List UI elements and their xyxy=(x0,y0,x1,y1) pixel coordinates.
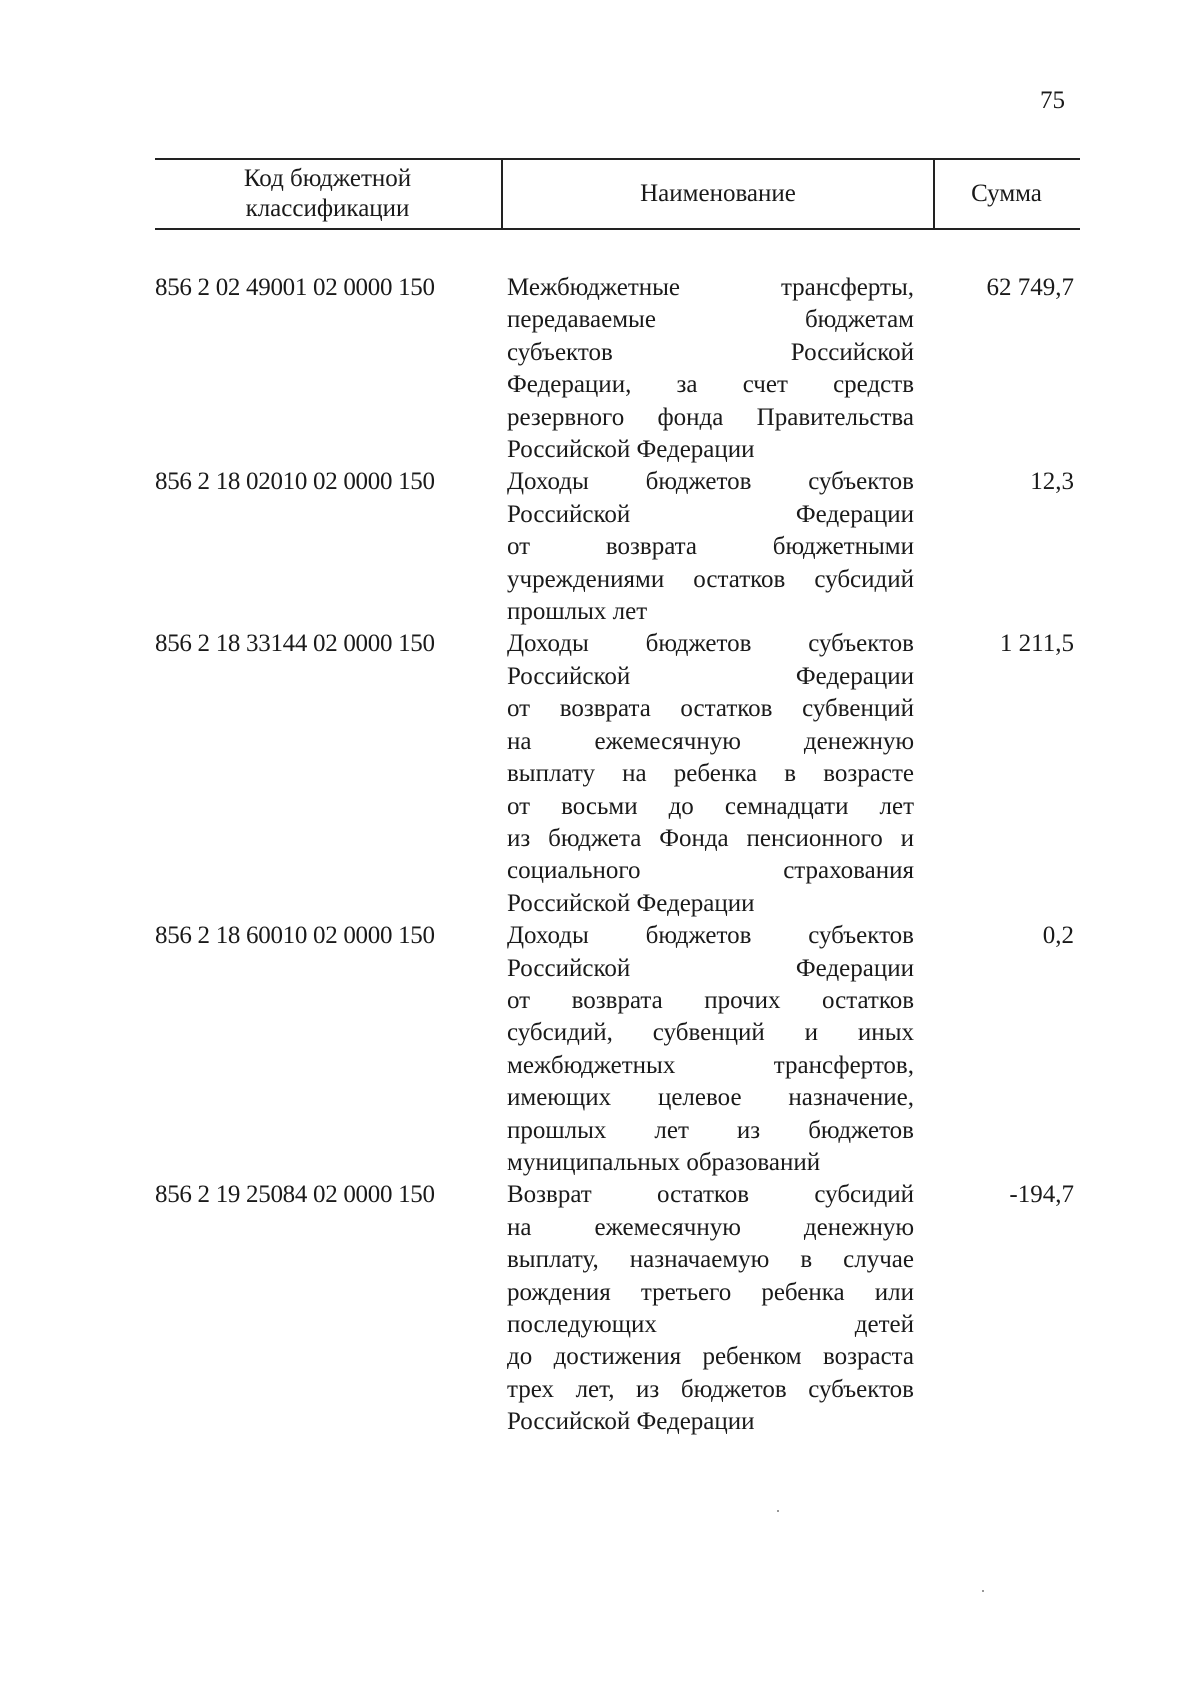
sum-cell: 1 211,5 xyxy=(999,630,1074,658)
header-sum-column xyxy=(933,160,1080,228)
name-line: Возврат остатков субсидий xyxy=(507,1181,914,1209)
name-line: имеющих целевое назначение, xyxy=(507,1084,914,1112)
name-line: Российской Федерации xyxy=(507,1408,755,1436)
budget-code-cell: 856 2 19 25084 02 0000 150 xyxy=(155,1181,435,1209)
table-body xyxy=(155,272,1085,1439)
name-line: учреждениями остатков субсидий xyxy=(507,565,914,593)
table-header xyxy=(155,158,1080,230)
name-line: Доходы бюджетов субъектов xyxy=(507,630,914,658)
name-line: последующих детей xyxy=(507,1311,914,1338)
name-line: прошлых лет из бюджетов xyxy=(507,1116,914,1144)
table-row xyxy=(155,466,1085,628)
scan-speck xyxy=(777,1510,779,1512)
name-line: на ежемесячную денежную xyxy=(507,1213,914,1241)
sum-cell: 62 749,7 xyxy=(986,274,1074,301)
name-line: Российской Федерации xyxy=(507,889,755,917)
name-cell xyxy=(507,272,914,466)
name-line: резервного фонда Правительства xyxy=(507,403,914,431)
table-row xyxy=(155,272,1085,466)
name-line: муниципальных образований xyxy=(507,1148,821,1176)
name-line: передаваемые бюджетам xyxy=(507,306,914,334)
sum-cell: 0,2 xyxy=(1042,922,1074,950)
name-line: трех лет, из бюджетов субъектов xyxy=(507,1375,914,1403)
name-line: от восьми до семнадцати лет xyxy=(507,792,914,820)
name-line: выплату на ребенка в возрасте xyxy=(507,760,914,788)
name-cell xyxy=(507,628,914,920)
name-line: Российской Федерации xyxy=(507,954,914,982)
name-line: выплату, назначаемую в случае xyxy=(507,1246,914,1274)
scan-speck xyxy=(982,1590,984,1592)
table-row xyxy=(155,628,1085,920)
name-line: рождения третьего ребенка или xyxy=(507,1278,914,1306)
name-line: субсидий, субвенций и иных xyxy=(507,1019,914,1047)
header-code-label: Код бюджетной классификации xyxy=(243,165,412,222)
name-line: Российской Федерации xyxy=(507,436,755,464)
name-cell xyxy=(507,466,914,628)
name-line: Доходы бюджетов субъектов xyxy=(507,468,914,496)
name-line: Межбюджетные трансферты, xyxy=(507,274,914,301)
name-line: Доходы бюджетов субъектов xyxy=(507,922,914,950)
name-line: от возврата прочих остатков xyxy=(507,986,914,1014)
name-line: от возврата остатков субвенций xyxy=(507,695,914,723)
budget-code-cell: 856 2 02 49001 02 0000 150 xyxy=(155,274,435,301)
name-line: до достижения ребенком возраста xyxy=(507,1343,914,1371)
name-line: на ежемесячную денежную xyxy=(507,727,914,755)
name-line: Федерации, за счет средств xyxy=(507,371,914,399)
name-line: из бюджета Фонда пенсионного и xyxy=(507,824,914,852)
header-name-label: Наименование xyxy=(640,180,796,207)
header-name-column xyxy=(501,160,935,228)
sum-cell: -194,7 xyxy=(1009,1181,1074,1209)
sum-cell: 12,3 xyxy=(1030,468,1074,496)
table-row xyxy=(155,1179,1085,1438)
budget-code-cell: 856 2 18 60010 02 0000 150 xyxy=(155,922,435,950)
header-sum-label: Сумма xyxy=(971,180,1042,207)
name-line: социального страхования xyxy=(507,857,914,885)
page-number: 75 xyxy=(1040,87,1065,114)
name-line: субъектов Российской xyxy=(507,338,914,366)
budget-code-cell: 856 2 18 33144 02 0000 150 xyxy=(155,630,435,658)
name-line: межбюджетных трансфертов, xyxy=(507,1051,914,1079)
name-line: прошлых лет xyxy=(507,598,648,626)
header-code-column xyxy=(155,160,500,228)
budget-code-cell: 856 2 18 02010 02 0000 150 xyxy=(155,468,435,496)
table-row xyxy=(155,920,1085,1179)
name-cell xyxy=(507,1179,914,1438)
name-line: Российской Федерации xyxy=(507,662,914,690)
name-line: от возврата бюджетными xyxy=(507,533,914,561)
name-line: Российской Федерации xyxy=(507,500,914,528)
name-cell xyxy=(507,920,914,1179)
